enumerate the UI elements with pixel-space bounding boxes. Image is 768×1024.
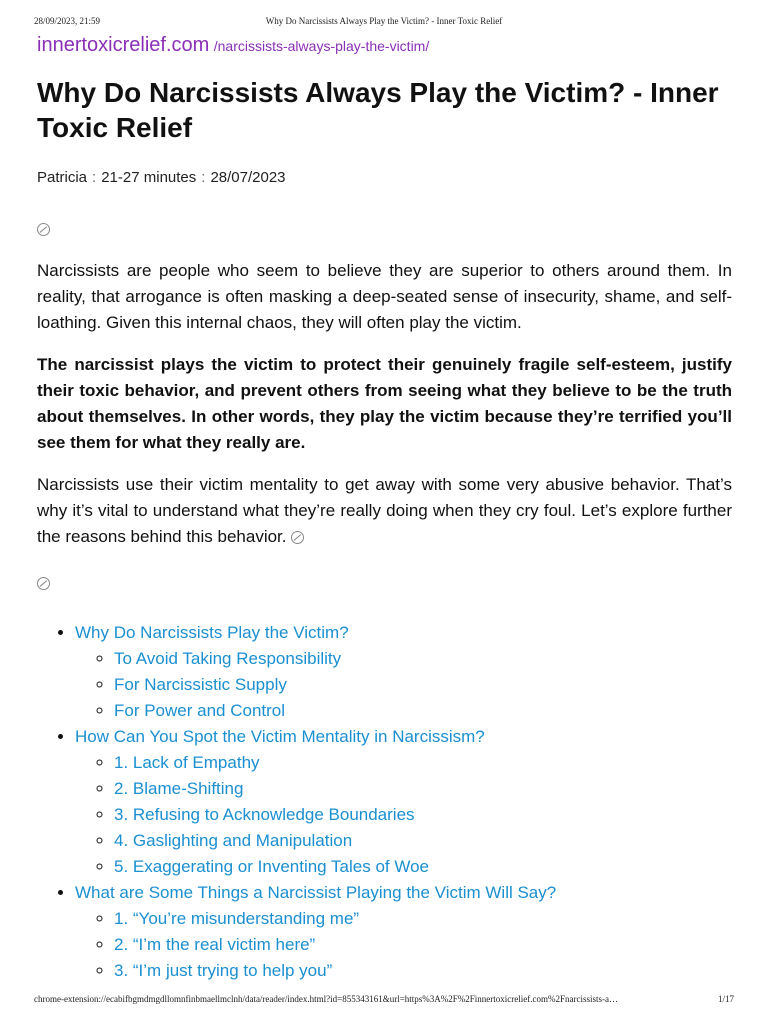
site-domain-link[interactable]: innertoxicrelief.com — [37, 34, 210, 56]
toc-sublink[interactable]: To Avoid Taking Responsibility — [114, 649, 342, 668]
print-datetime: 28/09/2023, 21:59 — [34, 16, 101, 26]
toc-subitem — [114, 750, 732, 776]
toc-link[interactable]: Why Do Narcissists Play the Victim? — [75, 623, 349, 642]
site-path-link[interactable]: /narcissists-always-play-the-victim/ — [213, 38, 430, 54]
toc-sublink[interactable]: 5. Exaggerating or Inventing Tales of Woe — [114, 857, 430, 876]
toc-sublink[interactable]: 4. Gaslighting and Manipulation — [114, 831, 353, 850]
paragraph-explore — [37, 472, 732, 550]
toc-subitem — [114, 672, 732, 698]
paragraph-explore-text: Narcissists use their victim mentality to get away with some very abusive behavior. That’s why it’s vital to understand what they’re really doing when they cry foul. Let’s explore further the reasons behind this behavior. — [37, 475, 732, 546]
toc-subitem — [114, 828, 732, 854]
embed-placeholder-icon — [37, 577, 50, 590]
toc-sublink[interactable]: 2. Blame-Shifting — [114, 779, 244, 798]
article-meta — [37, 168, 732, 188]
toc-sublink[interactable]: 1. “You’re misunderstanding me” — [114, 909, 360, 928]
toc-sublist — [75, 646, 732, 724]
toc-item — [75, 724, 732, 880]
toc-subitem — [114, 776, 732, 802]
read-time: 21-27 minutes — [101, 169, 197, 186]
toc-subitem — [114, 646, 732, 672]
publish-date: 28/07/2023 — [210, 169, 286, 186]
embed-placeholder — [37, 222, 732, 238]
toc-link[interactable]: What are Some Things a Narcissist Playing the Victim Will Say? — [75, 883, 557, 902]
toc-sublist — [75, 906, 732, 984]
toc-sublist — [75, 750, 732, 880]
toc-sublink[interactable]: 3. Refusing to Acknowledge Boundaries — [114, 805, 415, 824]
embed-placeholder — [37, 576, 732, 592]
toc-sublink[interactable]: 2. “I’m the real victim here” — [114, 935, 316, 954]
reader-content — [37, 34, 732, 984]
toc-subitem — [114, 932, 732, 958]
print-page-title: Why Do Narcissists Always Play the Victim? - Inner Toxic Relief — [265, 16, 503, 26]
embed-placeholder-icon — [291, 531, 304, 544]
paragraph-intro: Narcissists are people who seem to believe they are superior to others around them. In reality, that arrogance is often masking a deep-seated sense of insecurity, shame, and self-loathing. Given this internal chaos, they will often play the victim. — [37, 261, 732, 332]
author-name: Patricia — [37, 169, 88, 186]
toc-subitem — [114, 958, 732, 984]
toc-subitem — [114, 906, 732, 932]
meta-separator: : — [201, 169, 206, 186]
print-source-url: chrome-extension://ecabifbgmdmgdllomnfinbmaellmclnh/data/reader/index.html?id=855343161&url=https%3A%2F%2Finnertoxicrelief.com%2Fnarcissists-a… — [34, 994, 619, 1004]
toc-sublink[interactable]: For Power and Control — [114, 701, 286, 720]
toc-subitem — [114, 802, 732, 828]
toc-item — [75, 880, 732, 984]
toc-item — [75, 620, 732, 724]
toc-sublink[interactable]: 1. Lack of Empathy — [114, 753, 260, 772]
print-footer — [34, 994, 734, 1008]
paragraph-summary-bold: The narcissist plays the victim to protect their genuinely fragile self-esteem, justify their toxic behavior, and prevent others from seeing what they believe to be the truth about themselves. In other words, they play the victim because they’re terrified you’ll see them for what they really are. — [37, 355, 732, 452]
embed-placeholder-icon — [37, 223, 50, 236]
toc-subitem — [114, 698, 732, 724]
toc-subitem — [114, 854, 732, 880]
print-page-number: 1/17 — [717, 994, 734, 1004]
table-of-contents — [37, 620, 732, 984]
article-title: Why Do Narcissists Always Play the Victim? - Inner Toxic Relief — [37, 77, 719, 143]
source-line — [37, 34, 732, 57]
toc-sublink[interactable]: 3. “I’m just trying to help you” — [114, 961, 333, 980]
toc-link[interactable]: How Can You Spot the Victim Mentality in Narcissism? — [75, 727, 485, 746]
print-header — [34, 16, 734, 30]
toc-sublink[interactable]: For Narcissistic Supply — [114, 675, 287, 694]
meta-separator: : — [92, 169, 97, 186]
